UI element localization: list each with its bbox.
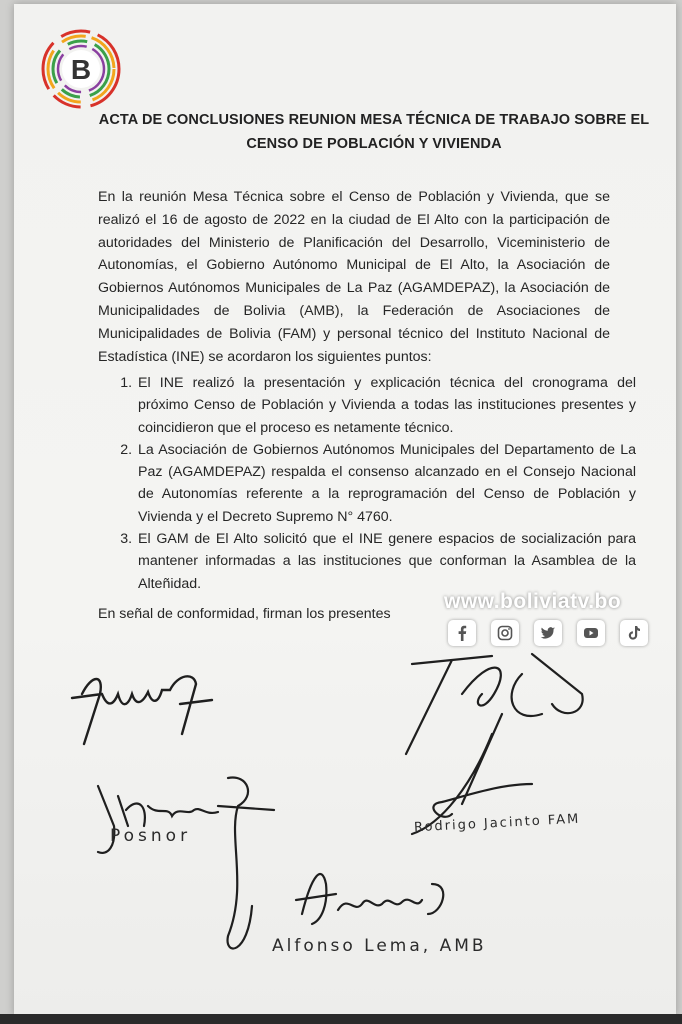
signature-4-name: Alfonso Lema, AMB [272,936,487,956]
agreement-points-list [110,372,636,595]
social-icons-row [448,620,648,646]
signature-1 [62,654,222,754]
intro-paragraph: En la reunión Mesa Técnica sobre el Censo de Población y Vivienda, que se realizó el 16 de agosto de 2022 en la ciudad de El Alto con la participación de autoridades del Ministerio de Planificación del Desarrollo, Viceministerio de Autonomías, el Gobierno Autónomo Municipal de El Alto, la Asociación de Gobiernos Autónomos Municipales de La Paz (AGAMDEPAZ), la Asociación de Municipalidades de Bolivia (AMB), la Federación de Asociaciones de Municipalidades de Bolivia (FAM) y personal técnico del Instituto Nacional de Estadística (INE) se acordaron los siguientes puntos: [98,189,610,365]
list-item: 3. El GAM de El Alto solicitó que el INE genere espacios de socialización para mantener informadas a las instituciones que conforman la Asamblea de la Alteñidad. [136,528,636,595]
title-line-1: ACTA DE CONCLUSIONES REUNION MESA TÉCNICA DE TRABAJO SOBRE EL [98,112,650,128]
closing-sentence: En señal de conformidad, firman los presentes [98,606,391,622]
tiktok-icon[interactable] [620,620,648,646]
boliviatv-logo-icon [40,28,122,110]
signature-2-name: Rodrigo Jacinto FAM [413,811,581,836]
youtube-icon[interactable] [577,620,605,646]
bottom-bar [0,1014,682,1024]
instagram-icon[interactable] [491,620,519,646]
twitter-icon[interactable] [534,620,562,646]
document-title [84,108,664,156]
signature-4 [282,854,462,934]
signature-3-name: Posnor [110,826,192,846]
document-page [14,4,676,1016]
list-item: 2. La Asociación de Gobiernos Autónomos Municipales del Departamento de La Paz (AGAMDEPAZ) respalda el consenso alcanzado en el Consejo Nacional de Autonomías referente a la reprogramación del Censo de Población y Vivienda y el Decreto Supremo N° 4760. [136,439,636,528]
logo-letter: B [70,54,92,85]
title-line-2: CENSO DE POBLACIÓN Y VIVIENDA [246,136,502,152]
signature-3 [78,766,288,976]
website-watermark: www.boliviatv.bo [444,590,622,613]
list-item: 1. El INE realizó la presentación y explicación técnica del cronograma del próximo Censo de Población y Vivienda a todas las instituciones presentes y coincidieron que el proceso es netamente técnico. [136,372,636,439]
facebook-icon[interactable] [448,620,476,646]
